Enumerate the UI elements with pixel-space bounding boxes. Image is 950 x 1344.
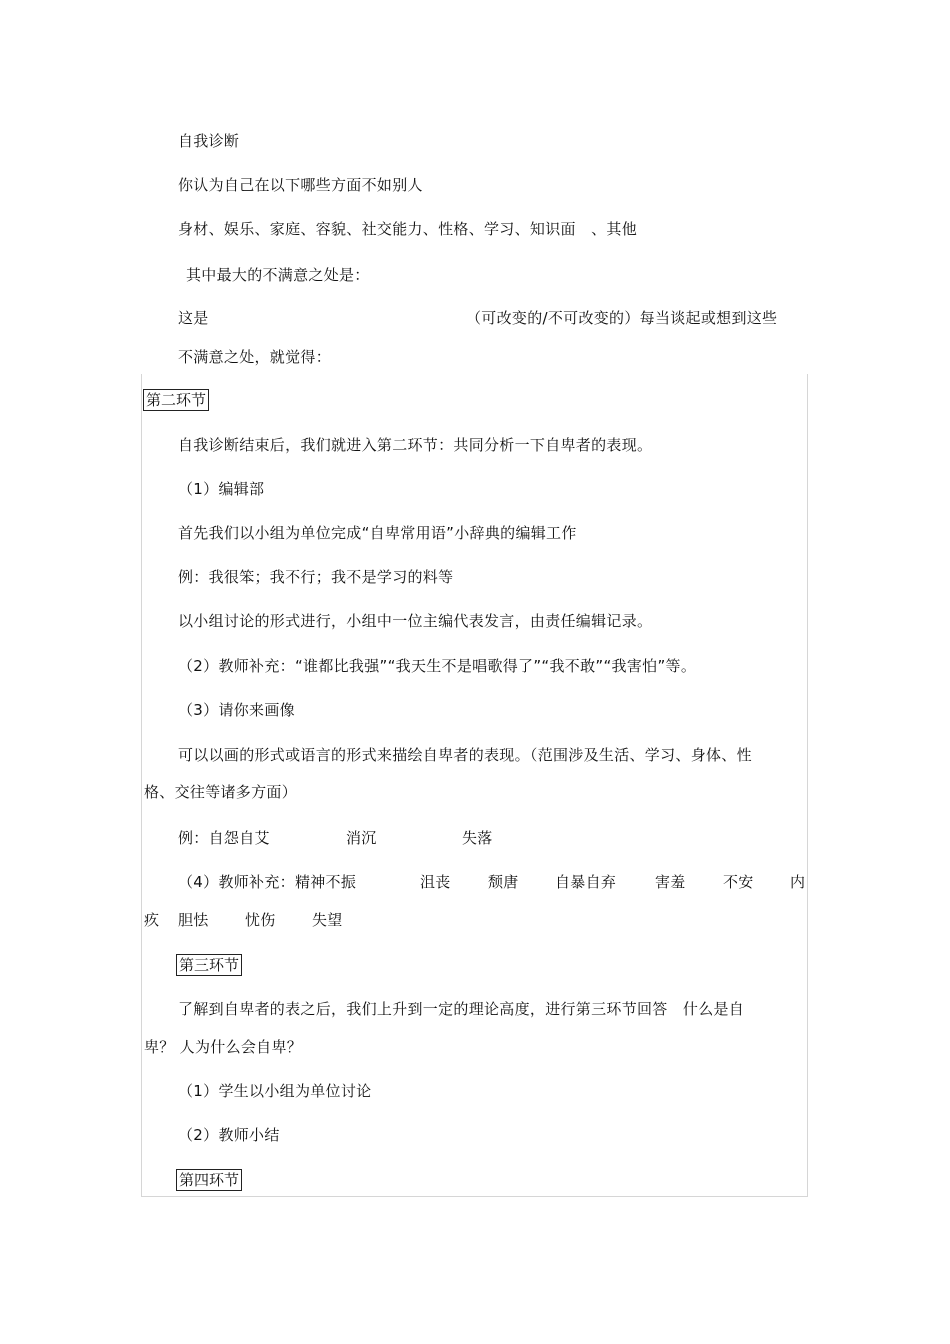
item4-line2-word: 胆怯 bbox=[178, 911, 209, 929]
item4-word: 自暴自弃 bbox=[555, 873, 617, 891]
options-text: 身材、娱乐、家庭、容貌、社交能力、性格、学习、知识面 、其他 bbox=[178, 220, 638, 238]
most-unsatisfied-text: 其中最大的不满意之处是： bbox=[186, 266, 370, 284]
feeling-text: 不满意之处，就觉得： bbox=[178, 348, 332, 366]
section3-intro-line1: 了解到自卑者的表之后，我们上升到一定的理论高度，进行第三环节回答 什么是自 bbox=[178, 1000, 745, 1018]
section3-item1: （1）学生以小组为单位讨论 bbox=[178, 1082, 372, 1100]
section3-intro-line2: 卑？ 人为什么会自卑？ bbox=[144, 1038, 303, 1056]
section2-method: 以小组讨论的形式进行，小组中一位主编代表发言，由责任编辑记录。 bbox=[178, 612, 653, 630]
question-text: 你认为自己在以下哪些方面不如别人 bbox=[178, 176, 423, 194]
item4-word: 害羞 bbox=[655, 873, 686, 891]
section2-describe-line1: 可以以画的形式或语言的形式来描绘自卑者的表现。（范围涉及生活、学习、身体、性 bbox=[178, 746, 752, 764]
changeable-prefix: 这是 bbox=[178, 309, 209, 327]
section3-header: 第三环节 bbox=[176, 954, 242, 976]
section2-item2: （2）教师补充：“谁都比我强”“我天生不是唱歌得了”“我不敢”“我害怕”等。 bbox=[178, 657, 697, 675]
item4-word: 沮丧 bbox=[420, 873, 451, 891]
section3-item2: （2）教师小结 bbox=[178, 1126, 280, 1144]
example2-word: 失落 bbox=[462, 829, 493, 847]
item4-line2-first: 疚 bbox=[144, 911, 160, 929]
section2-task: 首先我们以小组为单位完成“自卑常用语”小辞典的编辑工作 bbox=[178, 524, 577, 542]
section2-intro: 自我诊断结束后，我们就进入第二环节：共同分析一下自卑者的表现。 bbox=[178, 436, 653, 454]
item4-word: 颓唐 bbox=[488, 873, 519, 891]
item4-label: （4）教师补充：精神不振 bbox=[178, 873, 357, 891]
section2-example: 例：我很笨；我不行；我不是学习的料等 bbox=[178, 568, 454, 586]
item4-word: 不安 bbox=[723, 873, 754, 891]
section2-header: 第二环节 bbox=[143, 389, 209, 411]
example2-word: 消沉 bbox=[346, 829, 377, 847]
changeable-suffix: （可改变的/不可改变的）每当谈起或想到这些 bbox=[466, 309, 778, 327]
item4-line2-word: 失望 bbox=[312, 911, 343, 929]
section2-item3: （3）请你来画像 bbox=[178, 701, 295, 719]
section-title: 自我诊断 bbox=[178, 132, 240, 150]
section2-describe-line2: 格、交往等诸多方面） bbox=[144, 783, 298, 801]
section4-header: 第四环节 bbox=[176, 1169, 242, 1191]
example2-label: 例：自怨自艾 bbox=[178, 829, 270, 847]
section2-item1: （1）编辑部 bbox=[178, 480, 265, 498]
item4-word: 内 bbox=[790, 873, 806, 891]
item4-line2-word: 忧伤 bbox=[245, 911, 276, 929]
